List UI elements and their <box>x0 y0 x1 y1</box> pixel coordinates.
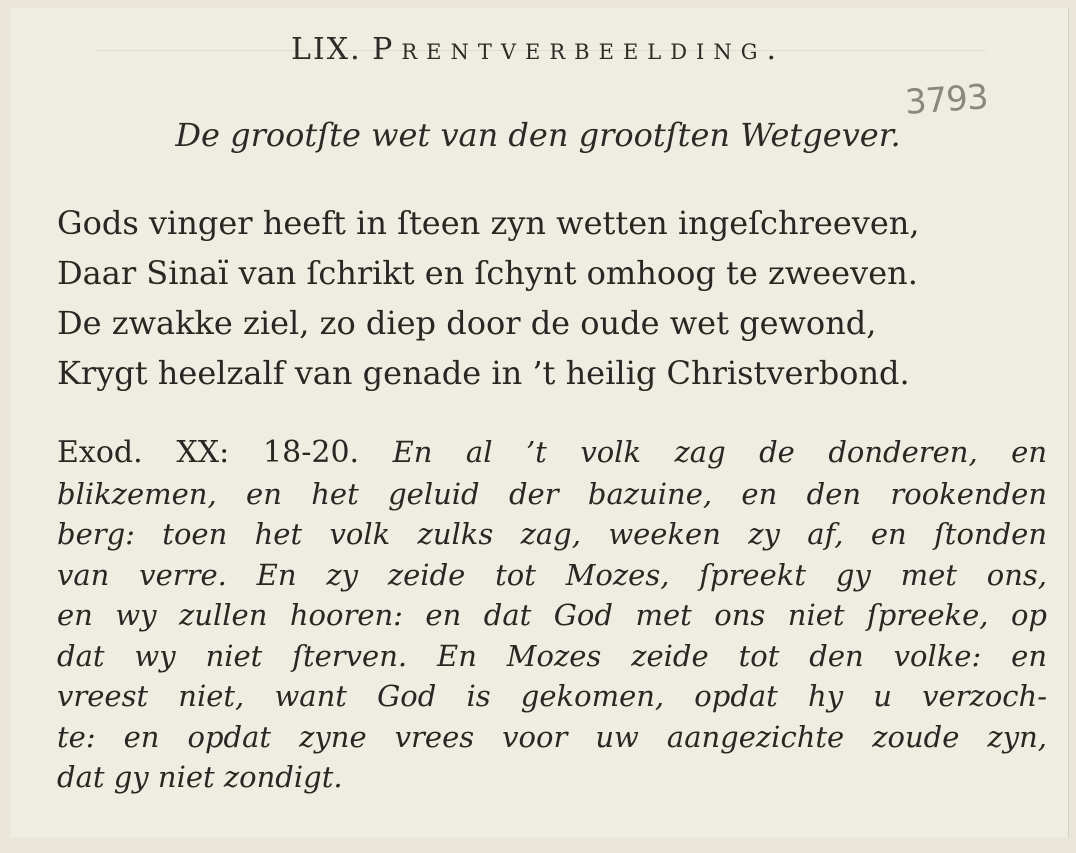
scripture-line <box>57 432 1047 474</box>
scripture-line: en wy zullen hooren: en dat God met ons niet ſpreeke, op <box>57 598 1047 632</box>
scripture-line: van verre. En zy zeide tot Mozes, ſpreekt gy met ons, <box>57 557 1047 592</box>
scripture-line: dat gy niet zondigt. <box>57 760 343 794</box>
verse-line: Krygt heelzalf van genade in ’t heilig Christverbond. <box>57 354 910 392</box>
heading-number: LIX. <box>290 32 362 67</box>
scripture-block <box>57 432 1047 798</box>
verse-line: De zwakke ziel, zo diep door de oude wet gewond, <box>57 304 877 342</box>
scripture-reference: Exod. XX: 18-20. <box>57 435 360 470</box>
verse-block <box>57 198 1047 398</box>
page-heading <box>0 32 1076 67</box>
subtitle: De grootſte wet van den grootſten Wetgever. <box>175 116 901 154</box>
scripture-line: dat wy niet ſterven. En Mozes zeide tot den volke: en <box>57 638 1047 673</box>
pencil-annotation: 3793 <box>903 77 989 123</box>
verse-line: Gods vinger heeft in ſteen zyn wetten ingeſchreeven, <box>57 204 920 242</box>
scripture-line: blikzemen, en het geluid der bazuine, en den rookenden <box>57 476 1047 511</box>
scripture-line: te: en opdat zyne vrees voor uw aangezichte zoude zyn, <box>57 719 1047 754</box>
scripture-line: berg: toen het volk zulks zag, weeken zy af, en ſtonden <box>57 517 1047 551</box>
scripture-line: vreest niet, want God is gekomen, opdat hy u verzoch- <box>57 679 1047 713</box>
scripture-line-text: En al ’t volk zag de donderen, en <box>392 435 1048 469</box>
heading-word: Prentverbeelding. <box>372 32 786 67</box>
verse-line: Daar Sinaï van ſchrikt en ſchynt omhoog te zweeven. <box>57 254 918 292</box>
